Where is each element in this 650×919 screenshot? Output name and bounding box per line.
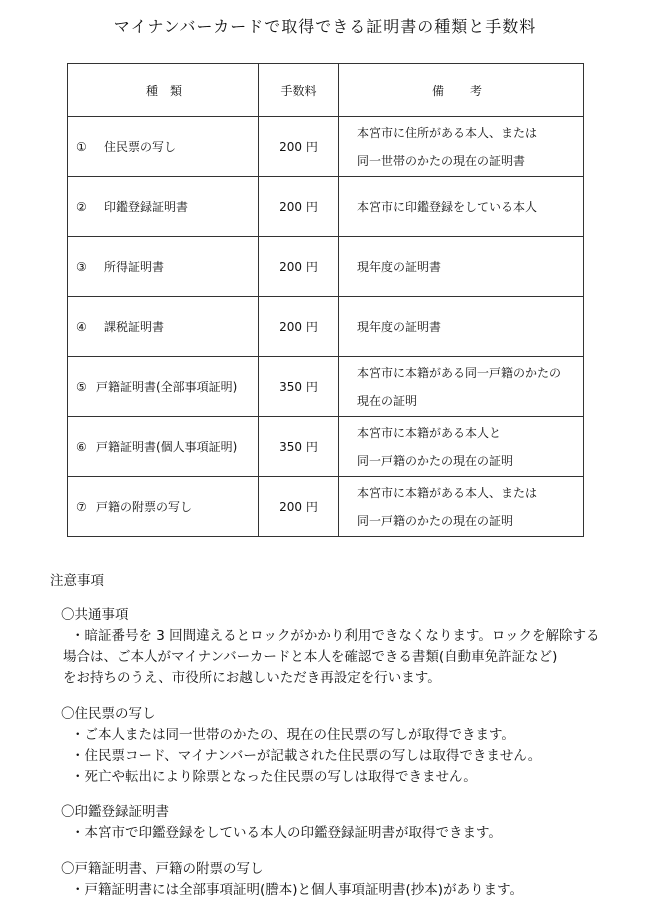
section-line: ・本宮市で印鑑登録をしている本人の印鑑登録証明書が取得できます。 — [71, 825, 502, 841]
section-line: ・死亡や転出により除票となった住民票の写しは取得できません。 — [71, 769, 477, 785]
table-row — [68, 417, 584, 477]
table-row — [68, 477, 584, 537]
header-fee: 手数料 — [259, 64, 339, 117]
cert-note: 現年度の証明書 — [339, 237, 584, 297]
cert-note: 本宮市に住所がある本人、または 同一世帯のかたの現在の証明書 — [339, 117, 584, 177]
table-row — [68, 177, 584, 237]
note-section-seal — [61, 802, 502, 844]
table-row — [68, 297, 584, 357]
cert-fee: 200 円 — [259, 297, 339, 357]
cert-kind: ⑥ 戸籍証明書(個人事項証明) — [68, 417, 259, 477]
cert-note: 本宮市に本籍がある同一戸籍のかたの 現在の証明 — [339, 357, 584, 417]
cert-fee: 350 円 — [259, 357, 339, 417]
page-title: マイナンバーカードで取得できる証明書の種類と手数料 — [113, 17, 537, 36]
section-title: 〇住民票の写し — [61, 706, 156, 722]
cert-fee: 350 円 — [259, 417, 339, 477]
table-row — [68, 237, 584, 297]
note-section-common — [61, 605, 600, 689]
header-kind: 種 類 — [68, 64, 259, 117]
section-line: ・暗証番号を 3 回間違えるとロックがかかり利用できなくなります。ロックを解除する — [71, 628, 600, 644]
section-title: 〇印鑑登録証明書 — [61, 804, 169, 820]
cert-fee: 200 円 — [259, 237, 339, 297]
section-title: 〇共通事項 — [61, 607, 129, 623]
cert-kind: ④ 課税証明書 — [68, 297, 259, 357]
cert-kind: ② 印鑑登録証明書 — [68, 177, 259, 237]
section-line: をお持ちのうえ、市役所にお越しいただき再設定を行います。 — [63, 670, 441, 686]
cert-note: 本宮市に印鑑登録をしている本人 — [339, 177, 584, 237]
section-line: ・住民票コード、マイナンバーが記載された住民票の写しは取得できません。 — [71, 748, 542, 764]
cert-kind: ⑤ 戸籍証明書(全部事項証明) — [68, 357, 259, 417]
cert-fee: 200 円 — [259, 117, 339, 177]
note-section-family-register — [61, 859, 523, 901]
table-row — [68, 357, 584, 417]
cert-fee: 200 円 — [259, 477, 339, 537]
cert-note: 現年度の証明書 — [339, 297, 584, 357]
section-line: ・戸籍証明書には全部事項証明(謄本)と個人事項証明書(抄本)があります。 — [71, 882, 523, 898]
section-title: 〇戸籍証明書、戸籍の附票の写し — [61, 861, 264, 877]
cert-note: 本宮市に本籍がある本人と 同一戸籍のかたの現在の証明 — [339, 417, 584, 477]
note-section-resident — [61, 704, 541, 788]
cert-kind: ③ 所得証明書 — [68, 237, 259, 297]
section-line: ・ご本人または同一世帯のかたの、現在の住民票の写しが取得できます。 — [71, 727, 515, 743]
table-row — [68, 117, 584, 177]
cert-kind: ① 住民票の写し — [68, 117, 259, 177]
header-note: 備 考 — [339, 64, 584, 117]
section-line: 場合は、ご本人がマイナンバーカードと本人を確認できる書類(自動車免許証など) — [63, 649, 558, 665]
cert-kind: ⑦ 戸籍の附票の写し — [68, 477, 259, 537]
cert-fee: 200 円 — [259, 177, 339, 237]
fee-table — [67, 63, 584, 537]
notes-heading: 注意事項 — [50, 573, 104, 589]
table-header-row — [68, 64, 584, 117]
cert-note: 本宮市に本籍がある本人、または 同一戸籍のかたの現在の証明 — [339, 477, 584, 537]
